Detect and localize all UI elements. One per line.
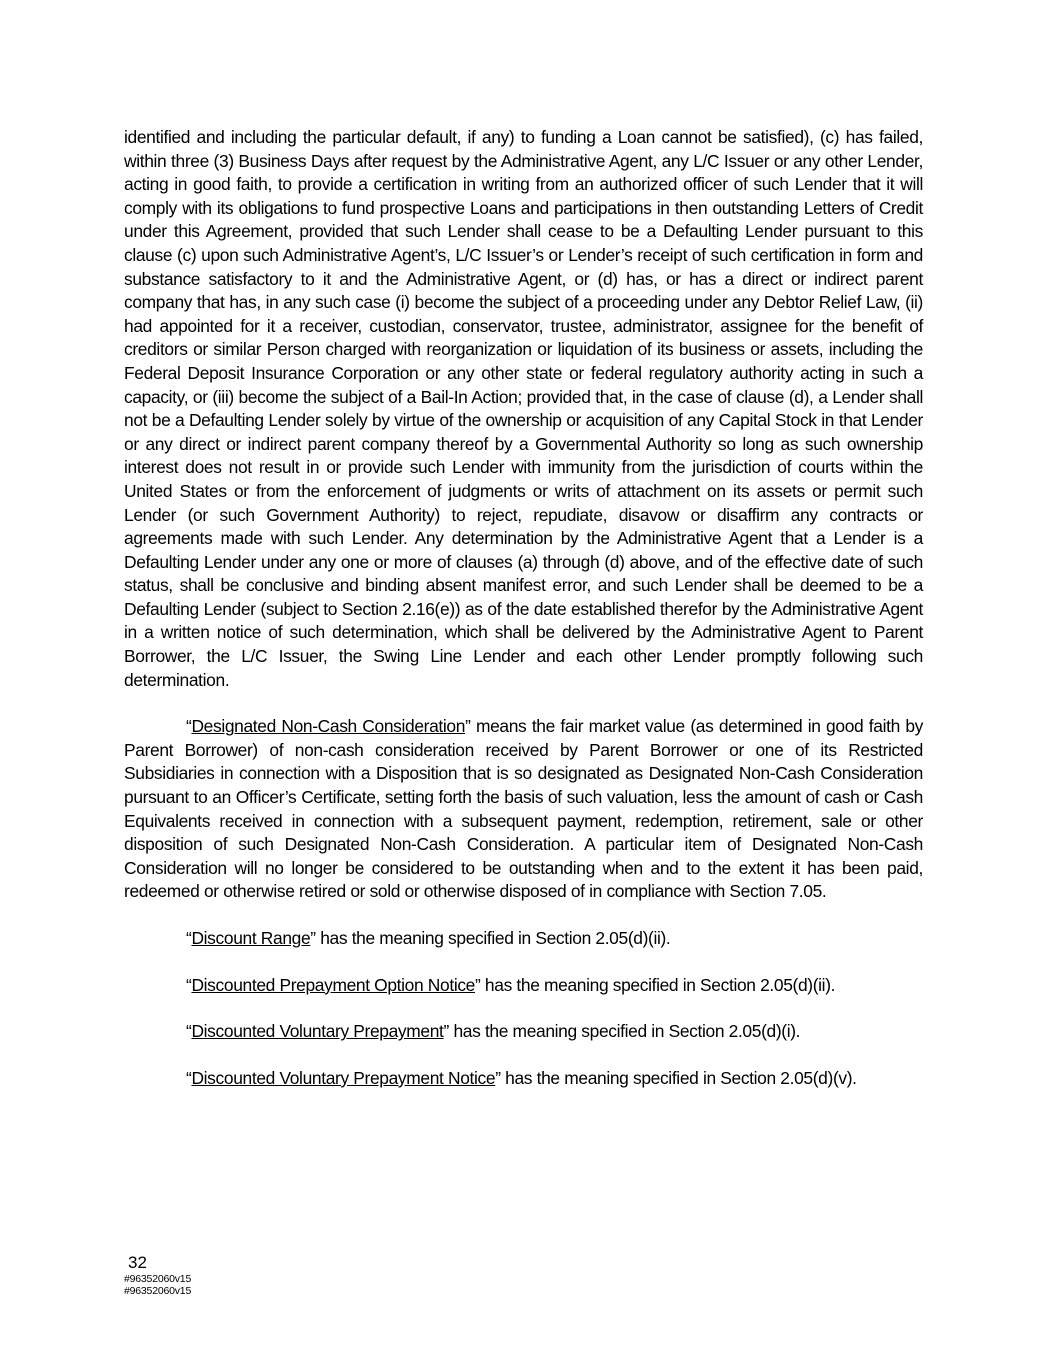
defined-term: Discount Range — [191, 928, 311, 948]
close-quote: ” — [465, 716, 471, 737]
definition-text: has the meaning specified in Section 2.05(d)(ii). — [480, 974, 836, 995]
page-footer — [124, 1253, 191, 1297]
document-id: #96352060v15 — [124, 1273, 192, 1285]
defined-term: Designated Non-Cash Consideration — [191, 716, 466, 737]
defined-term: Discounted Prepayment Option Notice — [191, 974, 475, 995]
definition-discount-range — [124, 927, 923, 951]
definition-discounted-prepayment-option-notice — [124, 974, 923, 998]
close-quote: ” — [475, 974, 481, 995]
definition-text: has the meaning specified in Section 2.05(d)(ii). — [315, 928, 671, 948]
definition-text: has the meaning specified in Section 2.05(d)(v). — [500, 1067, 857, 1088]
page-number: 32 — [128, 1253, 147, 1272]
definition-discounted-voluntary-prepayment — [124, 1020, 923, 1044]
open-quote: “ — [186, 1021, 192, 1042]
close-quote: ” — [495, 1067, 501, 1088]
defined-term: Discounted Voluntary Prepayment Notice — [191, 1067, 496, 1088]
open-quote: “ — [186, 974, 192, 995]
close-quote: ” — [443, 1021, 449, 1042]
defaulting-lender-continuation-paragraph: identified and including the particular default, if any) to funding a Loan cannot be satisfied), (c) has failed, within three (3) Business Days after request by the Administrative Agent, any L/C Issuer or any other Lender, acting in good faith, to provide a certification in writing from an authorized officer of such Lender that it will comply with its obligations to fund prospective Loans and participations in then outstanding Letters of Credit under this Agreement, provided that such Lender shall cease to be a Defaulting Lender pursuant to this clause (c) upon such Administrative Agent’s, L/C Issuer’s or Lender’s receipt of such certification in form and substance satisfactory to it and the Administrative Agent, or (d) has, or has a direct or indirect parent company that has, in any such case (i) become the subject of a proceeding under any Debtor Relief Law, (ii) had appointed for it a receiver, custodian, conservator, trustee, administrator, assignee for the benefit of creditors or similar Person charged with reorganization or liquidation of its business or assets, including the Federal Deposit Insurance Corporation or any other state or federal regulatory authority acting in such a capacity, or (iii) become the subject of a Bail-In Action; provided that, in the case of clause (d), a Lender shall not be a Defaulting Lender solely by virtue of the ownership or acquisition of any Capital Stock in that Lender or any direct or indirect parent company thereof by a Governmental Authority so long as such ownership interest does not result in or provide such Lender with immunity from the jurisdiction of courts within the United States or from the enforcement of judgments or writs of attachment on its assets or permit such Lender (or such Government Authority) to reject, repudiate, disavow or disaffirm any contracts or agreements made with such Lender. Any determination by the Administrative Agent that a Lender is a Defaulting Lender under any one or more of clauses (a) through (d) above, and of the effective date of such status, shall be conclusive and binding absent manifest error, and such Lender shall be deemed to be a Defaulting Lender (subject to Section 2.16(e)) as of the date established therefor by the Administrative Agent in a written notice of such determination, which shall be delivered by the Administrative Agent to Parent Borrower, the L/C Issuer, the Swing Line Lender and each other Lender promptly following such determination. — [124, 127, 923, 690]
definition-text: has the meaning specified in Section 2.05(d)(i). — [449, 1021, 801, 1042]
open-quote: “ — [186, 1067, 192, 1088]
document-body — [124, 126, 923, 1090]
definition-discounted-voluntary-prepayment-notice — [124, 1067, 923, 1091]
open-quote: “ — [186, 928, 192, 948]
document-id-duplicate: #96352060v15 — [124, 1285, 192, 1297]
open-quote: “ — [186, 716, 192, 737]
defined-term: Discounted Voluntary Prepayment — [191, 1021, 444, 1042]
close-quote: ” — [310, 928, 316, 948]
definition-designated-non-cash-consideration — [124, 715, 923, 904]
definition-text: means the fair market value (as determined in good faith by Parent Borrower) of non-cash consideration received by Parent Borrower or one of its Restricted Subsidiaries in connection with a Disposition that is so designated as Designated Non-Cash Consideration pursuant to an Officer’s Certificate, setting forth the basis of such valuation, less the amount of cash or Cash Equivalents received in connection with a subsequent payment, redemption, retirement, sale or other disposition of such Designated Non-Cash Consideration. A particular item of Designated Non-Cash Consideration will no longer be considered to be outstanding when and to the extent it has been paid, redeemed or otherwise retired or sold or otherwise disposed of in compliance with Section 7.05. — [124, 716, 923, 902]
